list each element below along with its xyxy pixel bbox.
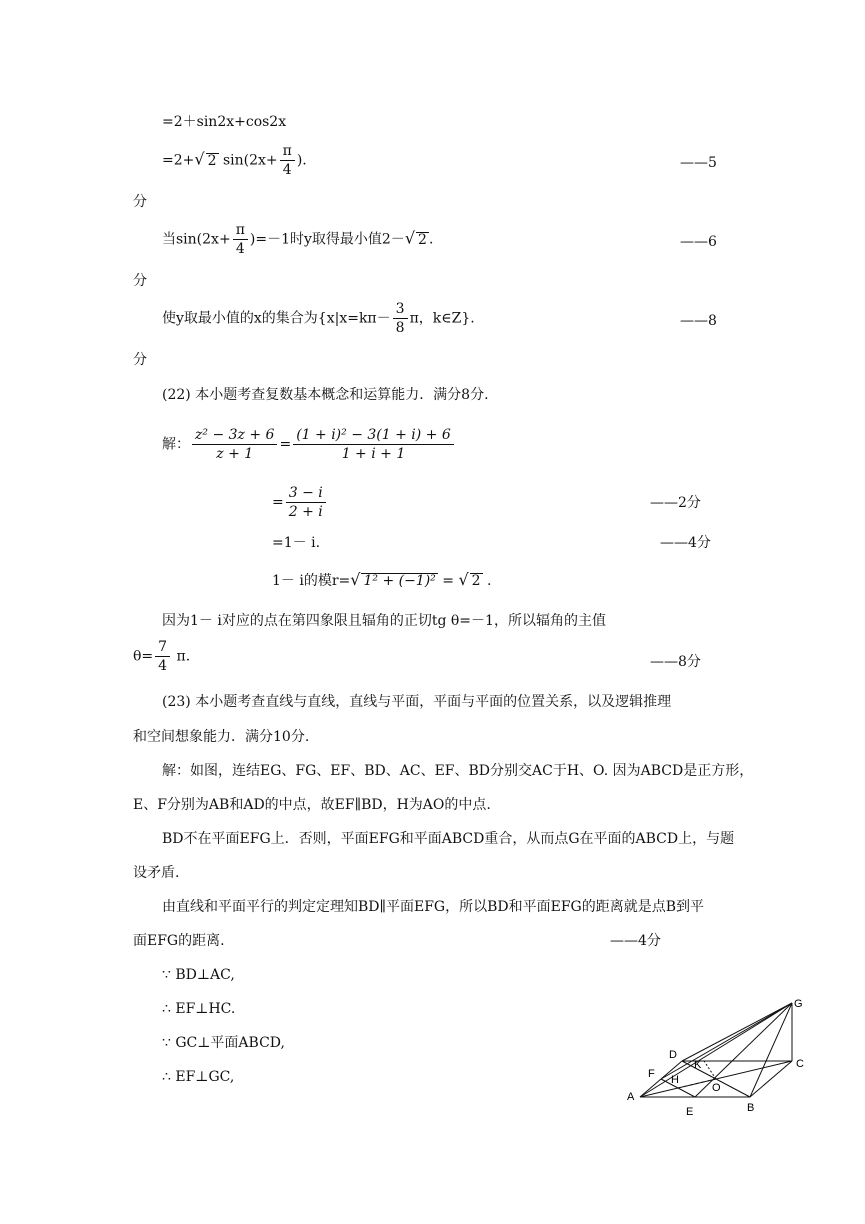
- radicand: 2: [418, 231, 427, 248]
- text-segment: )=－1时y取得最小值2－: [249, 231, 405, 248]
- q22-title: (22) 本小题考查复数基本概念和运算能力．满分8分.: [162, 387, 489, 403]
- label-d: D: [669, 1049, 677, 1061]
- label-b: B: [747, 1102, 755, 1114]
- equals-sign: =: [279, 436, 292, 453]
- text-segment: sin(2x+: [218, 152, 278, 169]
- label-h: H: [671, 1074, 679, 1086]
- derivation-line-1: =2＋sin2x+cos2x: [162, 114, 287, 130]
- sqrt-symbol: √: [350, 570, 361, 589]
- q23-paragraph-line: 由直线和平面平行的判定定理知BD∥平面EFG，所以BD和平面EFG的距离就是点B到平: [162, 899, 705, 915]
- proof-step: ∴ EF⊥GC,: [162, 1069, 235, 1085]
- q22-solution-line-1: [162, 428, 456, 461]
- score-unit: 分: [133, 194, 147, 210]
- label-e: E: [686, 1106, 694, 1118]
- score-unit: 分: [133, 352, 147, 368]
- radicand: 2: [471, 573, 481, 589]
- sqrt-symbol: √: [458, 570, 469, 589]
- text-segment: .: [482, 573, 492, 589]
- derivation-line-3: [162, 223, 433, 256]
- label-f: F: [648, 1068, 655, 1080]
- derivation-line-2: [162, 144, 307, 177]
- label-o: O: [712, 1082, 721, 1094]
- text-segment: 1－ i的模r=: [272, 573, 351, 589]
- text-segment: =2+: [162, 152, 195, 169]
- sqrt-symbol: √: [404, 228, 416, 248]
- label-k: K: [694, 1059, 702, 1071]
- radicand: 1² + (−1)²: [363, 573, 436, 589]
- label-g: G: [794, 998, 803, 1010]
- fraction: $\frac{3}{8}$: [393, 302, 408, 335]
- q23-paragraph-line: E、F分别为AB和AD的中点，故EF∥BD，H为AO的中点.: [133, 797, 491, 813]
- score-marker: ——8: [680, 313, 717, 329]
- text-segment: θ=: [133, 648, 154, 665]
- segment-bg: [750, 1003, 792, 1097]
- equals-sign: =: [437, 573, 459, 589]
- q22-argument-line: 因为1－ i对应的点在第四象限且辐角的正切tg θ=－1，所以辐角的主值: [162, 613, 606, 629]
- score-marker: ——6: [680, 234, 717, 250]
- solution-label: 解：: [162, 436, 190, 453]
- score-marker: ——5: [680, 155, 717, 171]
- score-marker: ——4分: [610, 933, 661, 949]
- text-segment: π.: [172, 648, 191, 665]
- segment-eg: [695, 1003, 792, 1097]
- q23-title-continued: 和空间想象能力．满分10分.: [133, 729, 310, 745]
- fraction: $\frac{\pi}{4}$: [233, 223, 248, 256]
- segment-fg: [661, 1003, 792, 1079]
- q22-solution-line-2: [272, 486, 328, 519]
- text-segment: ).: [296, 152, 307, 169]
- text-segment: .: [428, 231, 434, 248]
- q23-paragraph-line: 设矛盾.: [133, 865, 180, 881]
- proof-step: ∵ GC⊥平面ABCD,: [162, 1035, 285, 1051]
- label-a: A: [627, 1091, 635, 1103]
- equals-sign: =: [272, 494, 284, 511]
- label-c: C: [796, 1058, 804, 1070]
- score-marker: ——4分: [660, 535, 711, 551]
- geometry-figure: [620, 995, 820, 1125]
- fraction: $\frac{\text{z² − 3z + 6}}{z + 1}$: [192, 428, 277, 461]
- q23-paragraph-line: BD不在平面EFG上．否则，平面EFG和平面ABCD重合，从而点G在平面的ABCD上，与题: [162, 831, 735, 847]
- q23-paragraph-line: 解：如图，连结EG、FG、EF、BD、AC、EF、BD分别交AC于H、O. 因为ABCD是正方形，: [162, 763, 754, 779]
- fraction: $\frac{\pi}{4}$: [280, 144, 295, 177]
- q23-title: (23) 本小题考查直线与直线，直线与平面，平面与平面的位置关系，以及逻辑推理: [162, 694, 672, 710]
- fraction: $\frac{7}{4}$: [155, 640, 170, 673]
- score-marker: ——8分: [650, 654, 701, 670]
- segment-dg: [682, 1003, 792, 1061]
- score-unit: 分: [133, 273, 147, 289]
- q22-theta-line: [133, 640, 190, 673]
- text-segment: π，k∈Z}.: [409, 310, 475, 327]
- fraction: $\frac{\text{(1 + i)² − 3(1 + i) + 6}}{1 + i + 1}$: [293, 428, 454, 461]
- q22-modulus-line: [272, 572, 491, 588]
- radicand: 2: [207, 152, 217, 169]
- sqrt-symbol: √: [194, 149, 205, 169]
- q22-solution-line-3: =1－ i.: [272, 535, 321, 551]
- text-segment: 使y取最小值的x的集合为{x|x=kπ－: [162, 310, 391, 327]
- score-marker: ——2分: [650, 495, 701, 511]
- q23-paragraph-line: 面EFG的距离.: [133, 933, 225, 949]
- proof-step: ∴ EF⊥HC.: [162, 1001, 236, 1017]
- text-segment: 当sin(2x+: [162, 231, 231, 248]
- proof-step: ∵ BD⊥AC,: [162, 967, 235, 983]
- derivation-line-4: [162, 302, 475, 335]
- fraction: $\frac{3 - i}{2 + i}$: [286, 486, 326, 519]
